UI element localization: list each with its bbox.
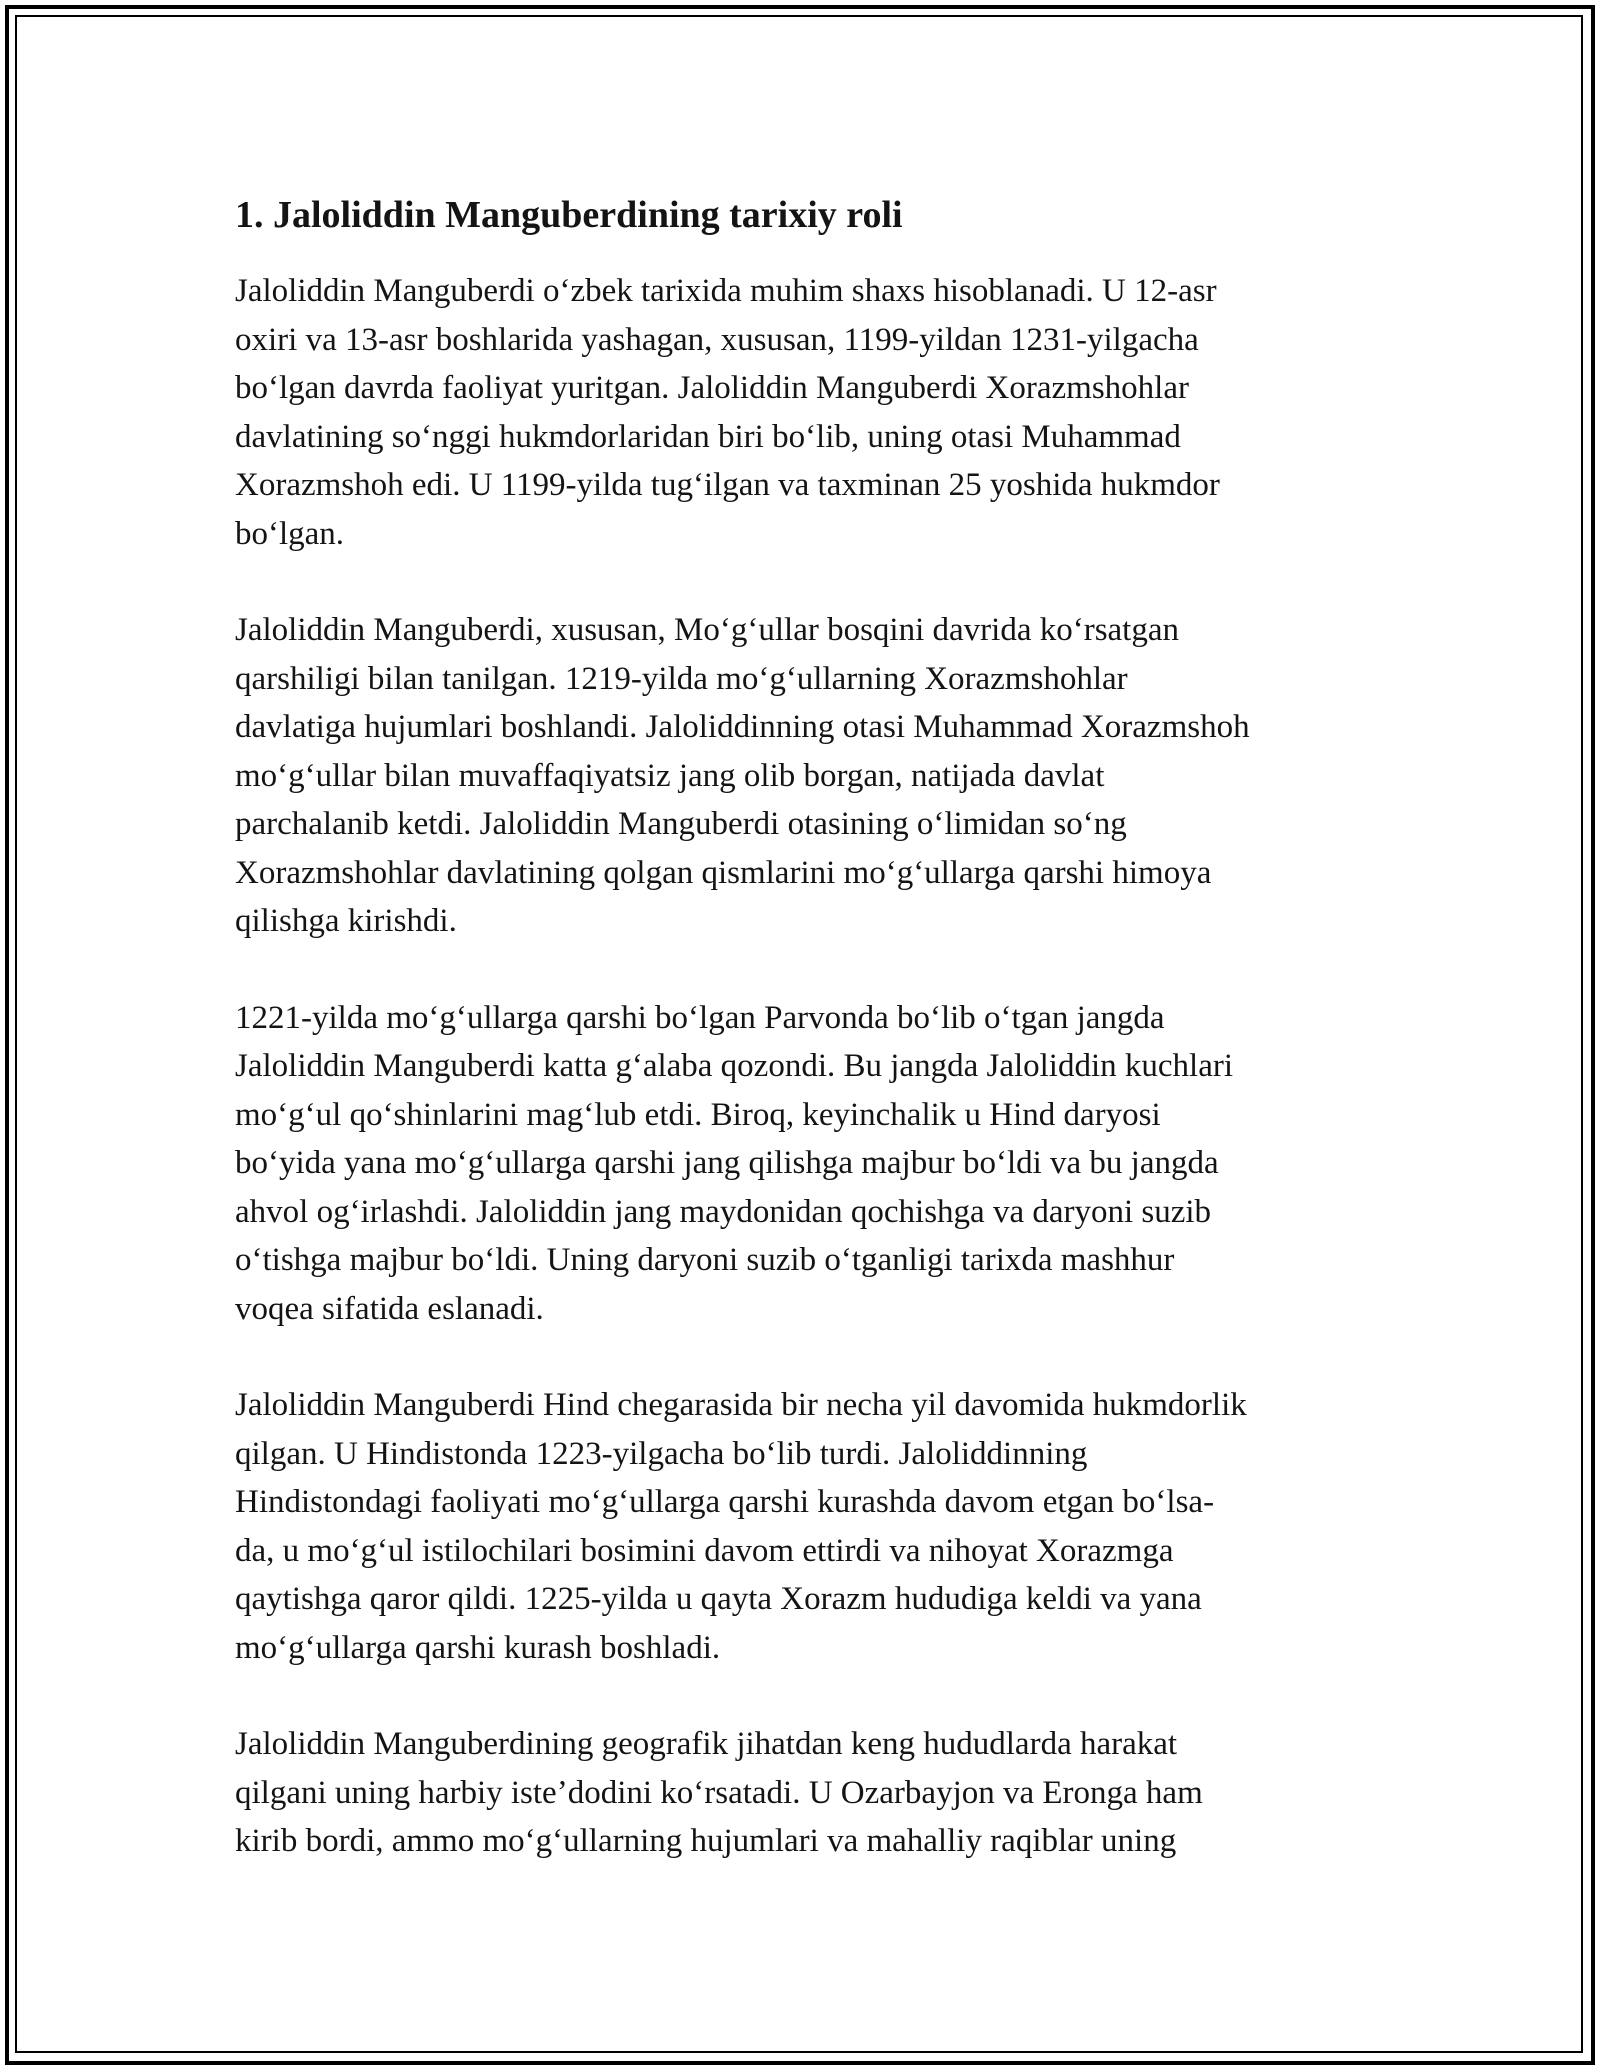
paragraph-line: oxiri va 13-asr boshlarida yashagan, xususan, 1199-yildan 1231-yilgacha: [235, 321, 1199, 358]
paragraph-line: moʻgʻul qoʻshinlarini magʻlub etdi. Biroq, keyinchalik u Hind daryosi: [235, 1096, 1161, 1133]
paragraph-line: Xorazmshoh edi. U 1199-yilda tugʻilgan va taxminan 25 yoshida hukmdor: [235, 467, 1220, 503]
paragraph-3: [235, 994, 1375, 1334]
paragraph-line: Jaloliddin Manguberdi katta gʻalaba qozondi. Bu jangda Jaloliddin kuchlari: [235, 1048, 1234, 1084]
paragraph-line: voqea sifatida eslanadi.: [235, 1290, 544, 1327]
paragraph-2: [235, 606, 1375, 946]
paragraph-1: [235, 267, 1375, 558]
paragraph-line: Jaloliddin Manguberdi, xususan, Moʻgʻullar bosqini davrida koʻrsatgan: [235, 612, 1179, 648]
paragraph-line: qaytishga qaror qildi. 1225-yilda u qayta Xorazm hududiga keldi va yana: [235, 1581, 1202, 1617]
paragraph-line: ahvol ogʻirlashdi. Jaloliddin jang maydonidan qochishga va daryoni suzib: [235, 1193, 1212, 1230]
paragraph-line: Hindistondagi faoliyati moʻgʻullarga qarshi kurashda davom etgan boʻlsa-: [235, 1484, 1215, 1520]
paragraph-line: parchalanib ketdi. Jaloliddin Manguberdi otasining oʻlimidan soʻng: [235, 806, 1127, 842]
paragraph-line: boʻlgan.: [235, 515, 345, 552]
paragraph-line: moʻgʻullarga qarshi kurash boshladi.: [235, 1629, 721, 1666]
paragraph-line: moʻgʻullar bilan muvaffaqiyatsiz jang olib borgan, natijada davlat: [235, 757, 1105, 794]
paragraph-line: davlatining soʻnggi hukmdorlaridan biri boʻlib, uning otasi Muhammad: [235, 418, 1181, 455]
paragraph-line: boʻlgan davrda faoliyat yuritgan. Jaloliddin Manguberdi Xorazmshohlar: [235, 370, 1189, 406]
paragraph-line: boʻyida yana moʻgʻullarga qarshi jang qilishga majbur boʻldi va bu jangda: [235, 1145, 1219, 1181]
paragraph-line: qilgan. U Hindistonda 1223-yilgacha boʻlib turdi. Jaloliddinning: [235, 1435, 1088, 1472]
paragraph-line: oʻtishga majbur boʻldi. Uning daryoni suzib oʻtganligi tarixda mashhur: [235, 1242, 1175, 1278]
paragraph-line: Jaloliddin Manguberdining geografik jihatdan keng hududlarda harakat: [235, 1726, 1178, 1762]
section-title: 1. Jaloliddin Manguberdining tarixiy roli: [235, 194, 903, 236]
paragraph-line: da, u moʻgʻul istilochilari bosimini davom ettirdi va nihoyat Xorazmga: [235, 1532, 1174, 1569]
paragraph-5: [235, 1720, 1375, 1866]
paragraph-4: [235, 1381, 1375, 1672]
paragraph-line: Jaloliddin Manguberdi oʻzbek tarixida muhim shaxs hisoblanadi. U 12-asr: [235, 273, 1217, 309]
paragraph-line: qilgani uning harbiy isteʼdodini koʻrsatadi. U Ozarbayjon va Eronga ham: [235, 1774, 1203, 1811]
paragraph-line: Xorazmshohlar davlatining qolgan qismlarini moʻgʻullarga qarshi himoya: [235, 854, 1212, 891]
document-page: [235, 189, 1375, 1914]
paragraph-line: qarshiligi bilan tanilgan. 1219-yilda moʻgʻullarning Xorazmshohlar: [235, 660, 1128, 697]
paragraph-line: qilishga kirishdi.: [235, 903, 457, 939]
paragraph-line: Jaloliddin Manguberdi Hind chegarasida bir necha yil davomida hukmdorlik: [235, 1387, 1247, 1423]
paragraph-line: davlatiga hujumlari boshlandi. Jaloliddinning otasi Muhammad Xorazmshoh: [235, 709, 1250, 745]
paragraph-line: kirib bordi, ammo moʻgʻullarning hujumlari va mahalliy raqiblar uning: [235, 1823, 1177, 1859]
paragraph-line: 1221-yilda moʻgʻullarga qarshi boʻlgan Parvonda boʻlib oʻtgan jangda: [235, 999, 1165, 1036]
